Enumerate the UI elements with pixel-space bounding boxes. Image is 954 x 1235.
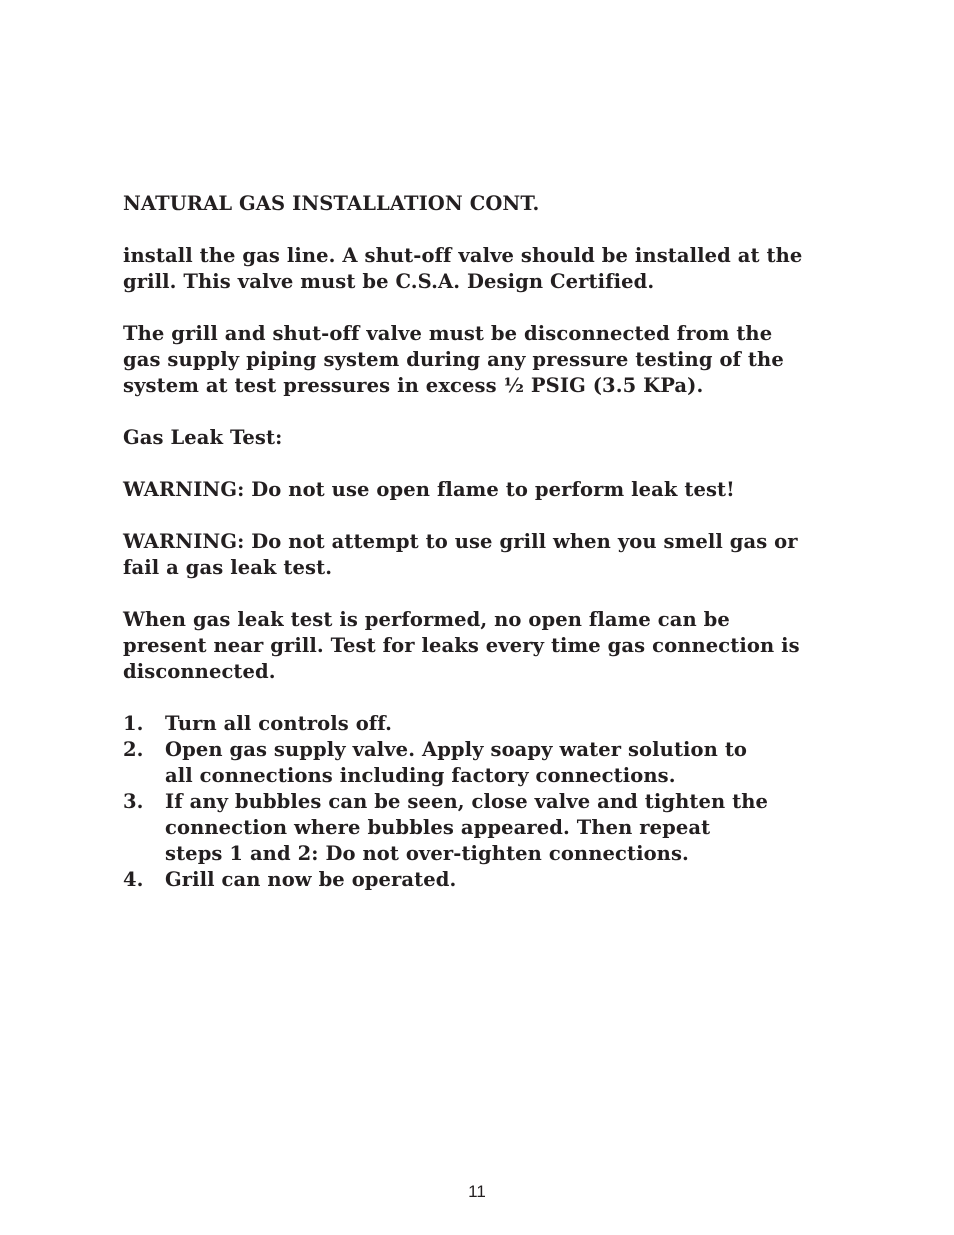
leak-test-steps: [123, 711, 843, 893]
text-line: If any bubbles can be seen, close valve and tighten the: [165, 790, 769, 813]
text-line: fail a gas leak test.: [123, 556, 333, 579]
step-number: 1.: [123, 712, 144, 735]
step-number: 2.: [123, 738, 144, 761]
page-number: 11: [468, 1182, 486, 1201]
paragraph-leak-test-procedure: [123, 607, 843, 685]
text-line: The grill and shut-off valve must be disconnected from the: [123, 322, 773, 345]
document-body: [123, 191, 843, 893]
list-item: [123, 737, 843, 789]
list-item: [123, 789, 843, 867]
paragraph-pressure-testing: [123, 321, 843, 399]
step-number: 4.: [123, 868, 144, 891]
section-heading: NATURAL GAS INSTALLATION CONT.: [123, 192, 540, 215]
text-line: steps 1 and 2: Do not over-tighten connections.: [165, 842, 689, 865]
paragraph-shutoff-valve: [123, 243, 843, 295]
text-line: present near grill. Test for leaks every time gas connection is: [123, 634, 800, 657]
text-line: gas supply piping system during any pressure testing of the: [123, 348, 784, 371]
text-line: When gas leak test is performed, no open flame can be: [123, 608, 730, 631]
list-item: [123, 711, 843, 737]
leak-test-heading: Gas Leak Test:: [123, 426, 283, 449]
text-line: system at test pressures in excess ½ PSIG (3.5 KPa).: [123, 374, 704, 397]
warning-smell-gas: [123, 529, 843, 581]
text-line: all connections including factory connections.: [165, 764, 676, 787]
text-line: connection where bubbles appeared. Then repeat: [165, 816, 711, 839]
text-line: install the gas line. A shut-off valve should be installed at the: [123, 244, 803, 267]
warning-open-flame: WARNING: Do not use open flame to perform leak test!: [123, 478, 735, 501]
text-line: disconnected.: [123, 660, 276, 683]
list-item: [123, 867, 843, 893]
text-line: Grill can now be operated.: [165, 868, 457, 891]
step-number: 3.: [123, 790, 144, 813]
text-line: grill. This valve must be C.S.A. Design Certified.: [123, 270, 655, 293]
text-line: WARNING: Do not attempt to use grill when you smell gas or: [123, 530, 798, 553]
text-line: Open gas supply valve. Apply soapy water solution to: [165, 738, 748, 761]
text-line: Turn all controls off.: [165, 712, 392, 735]
